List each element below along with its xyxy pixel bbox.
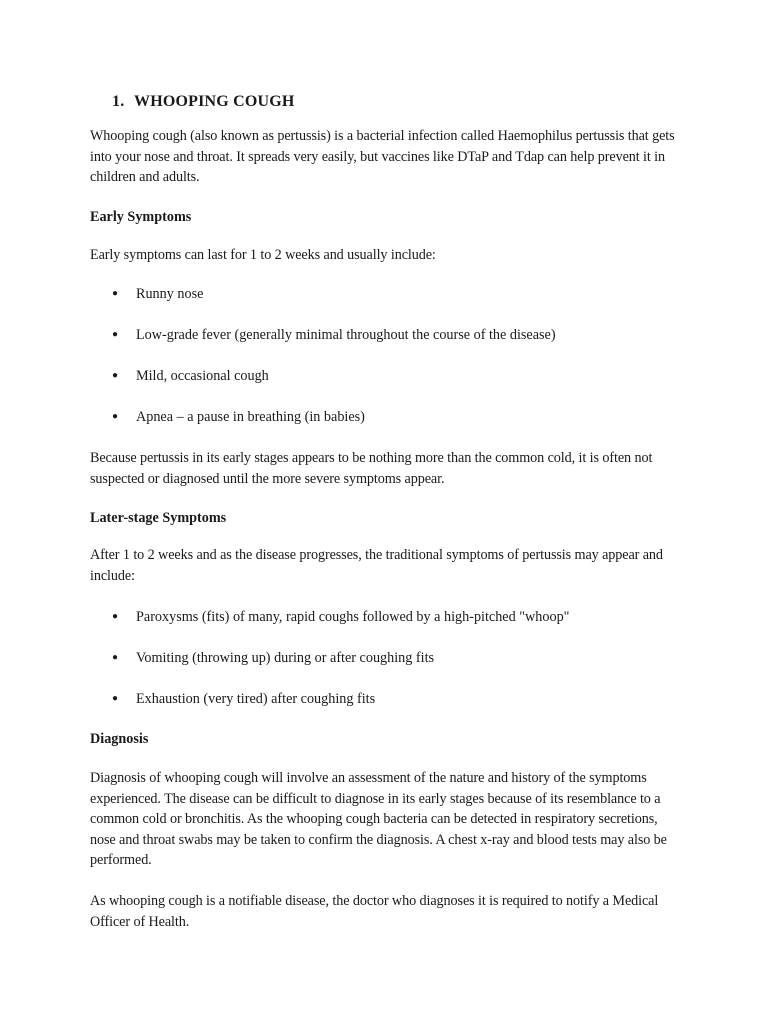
bullet-icon: ● bbox=[112, 288, 119, 299]
list-item-text: Low-grade fever (generally minimal throughout the course of the disease) bbox=[136, 327, 556, 343]
list-item-text: Apnea – a pause in breathing (in babies) bbox=[136, 409, 365, 425]
later-symptoms-lead: After 1 to 2 weeks and as the disease progresses, the traditional symptoms of pertussis may appear and include: bbox=[90, 547, 663, 584]
title-text: WHOOPING COUGH bbox=[134, 93, 295, 110]
bullet-icon: ● bbox=[112, 693, 119, 704]
diagnosis-heading: Diagnosis bbox=[90, 731, 149, 747]
bullet-icon: ● bbox=[112, 329, 119, 340]
bullet-icon: ● bbox=[112, 652, 119, 663]
list-item-text: Mild, occasional cough bbox=[136, 368, 269, 384]
bullet-icon: ● bbox=[112, 611, 119, 622]
notification-paragraph: As whooping cough is a notifiable disease, the doctor who diagnoses it is required to notify a Medical Officer of Health. bbox=[90, 893, 659, 930]
early-symptoms-note: Because pertussis in its early stages appears to be nothing more than the common cold, it is often not suspected or diagnosed until the more severe symptoms appear. bbox=[90, 450, 653, 487]
bullet-icon: ● bbox=[112, 411, 119, 422]
list-item-text: Vomiting (throwing up) during or after coughing fits bbox=[136, 650, 435, 666]
list-item-text: Runny nose bbox=[136, 286, 204, 302]
list-item-text: Exhaustion (very tired) after coughing fits bbox=[136, 691, 376, 707]
early-symptoms-lead: Early symptoms can last for 1 to 2 weeks and usually include: bbox=[90, 247, 436, 263]
bullet-icon: ● bbox=[112, 370, 119, 381]
early-symptoms-heading: Early Symptoms bbox=[90, 209, 192, 225]
page-title bbox=[112, 93, 295, 111]
later-symptoms-heading: Later-stage Symptoms bbox=[90, 510, 227, 526]
title-number: 1. bbox=[112, 93, 125, 110]
diagnosis-paragraph: Diagnosis of whooping cough will involve an assessment of the nature and history of the symptoms experienced. The disease can be difficult to diagnose in its early stages because of its resemblance to a common cold or bronchitis. As the whooping cough bacteria can be detected in respiratory secretions, nose and throat swabs may be taken to confirm the diagnosis. A chest x-ray and blood tests may also be performed. bbox=[90, 770, 667, 868]
list-item-text: Paroxysms (fits) of many, rapid coughs followed by a high-pitched "whoop" bbox=[136, 609, 570, 625]
intro-paragraph: Whooping cough (also known as pertussis) is a bacterial infection called Haemophilus pertussis that gets into your nose and throat. It spreads very easily, but vaccines like DTaP and Tdap can help prevent it in children and adults. bbox=[90, 128, 675, 185]
